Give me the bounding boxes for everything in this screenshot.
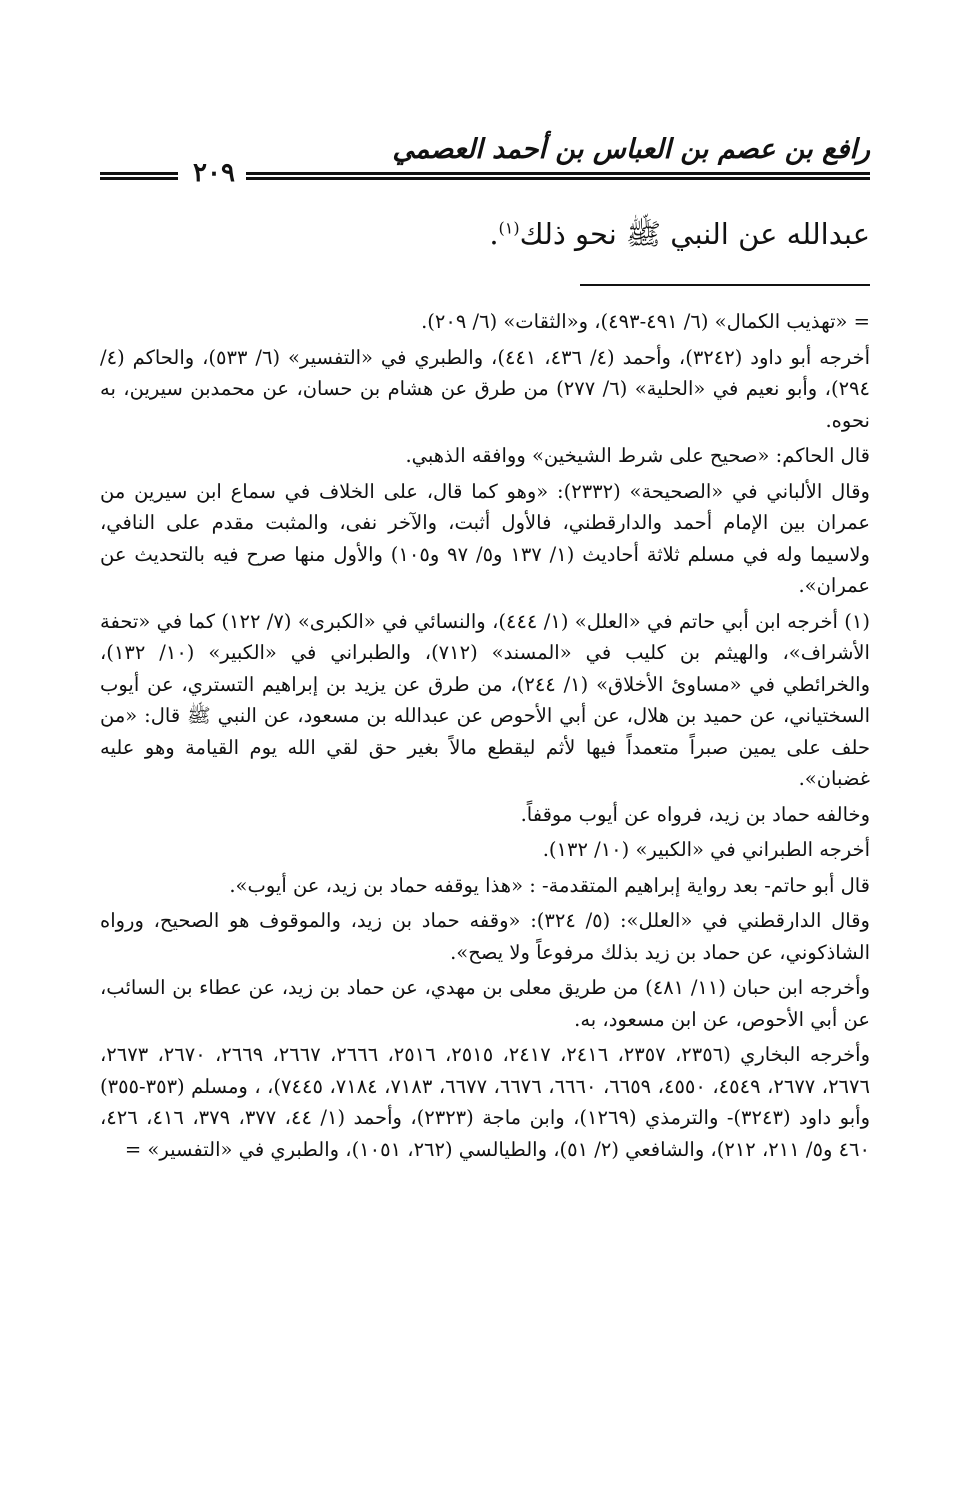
- footnote-paragraph: قال أبو حاتم- بعد رواية إبراهيم المتقدمة- : «هذا يوقفه حماد بن زيد، عن أيوب».: [229, 873, 870, 897]
- footnote-paragraph: وقال الألباني في «الصحيحة» (٢٣٣٢): «وهو كما قال، على الخلاف في سماع ابن سيرين من عمران بين الإمام أحمد والدارقطني، فالأول أثبت، والآخر نفى، والمثبت مقدم على النافي، ولاسيما وله في مسلم ثلاثة أحاديث (١/ ١٣٧ و٥/ ٩٧ و١٠٥) والأول منها صرح فيه بالتحديث عن عمران».: [100, 479, 870, 597]
- footnote-paragraph: وأخرجه ابن حبان (١١/ ٤٨١) من طريق معلى بن مهدي، عن حماد بن زيد، عن عطاء بن السائب، عن أبي الأحوص، عن ابن مسعود، به.: [100, 976, 871, 1031]
- running-title: رافع بن عصم بن العباس بن أحمد العصمي: [392, 134, 870, 165]
- main-text-end: .: [489, 217, 499, 251]
- header-rule-right: [246, 172, 870, 180]
- footnotes: [100, 306, 870, 1169]
- page-header: [100, 128, 870, 188]
- footnote-paragraph: أخرجه أبو داود (٣٢٤٢)، وأحمد (٤/ ٤٣٦، ٤٤١)، والطبري في «التفسير» (٦/ ٥٣٣)، والحاكم (٤/ ٢٩٤)، وأبو نعيم في «الحلية» (٦/ ٢٧٧) من طرق عن هشام بن حسان، عن محمدبن سيرين، به نحوه.: [100, 345, 870, 432]
- main-text-body: عبدالله عن النبي ﷺ نحو ذلك: [519, 217, 870, 251]
- footnote-paragraph: وأخرجه البخاري (٢٣٥٦، ٢٣٥٧، ٢٤١٦، ٢٤١٧، ٢٥١٥، ٢٥١٦، ٢٦٦٦، ٢٦٦٧، ٢٦٦٩، ٢٦٧٠، ٢٦٧٣، ٢٦٧٦، ٢٦٧٧، ٤٥٤٩، ٤٥٥٠، ٦٦٥٩، ٦٦٦٠، ٦٦٧٦، ٦٦٧٧، ٧١٨٣، ٧١٨٤، ٧٤٤٥)، ، ومسلم (٣٥٣-٣٥٥) وأبو داود (٣٢٤٣)- والترمذي (١٢٦٩)، وابن ماجة (٢٣٢٣)، وأحمد (١/ ٤٤، ٣٧٧، ٣٧٩، ٤١٦، ٤٢٦، ٤٦٠ و٥/ ٢١١، ٢١٢)، والشافعي (٢/ ٥١)، والطيالسي (٢٦٢، ١٠٥١)، والطبري في «التفسير» =: [100, 1043, 871, 1161]
- footnote-paragraph: قال الحاكم: «صحيح على شرط الشيخين» ووافقه الذهبي.: [405, 444, 870, 467]
- footnote-1: (١) أخرجه ابن أبي حاتم في «العلل» (١/ ٤٤٤)، والنسائي في «الكبرى» (٧/ ١٢٢) كما في «تحفة الأشراف»، والهيثم بن كليب في «المسند» (٧١٢)، والطبراني في «الكبير» (١٠/ ١٣٢)، والخرائطي في «مساوئ الأخلاق» (١/ ٢٤٤)، من طرق عن يزيد بن إبراهيم التستري، عن أيوب السختياني، عن حميد بن هلال، عن أبي الأحوص عن عبدالله بن مسعود، عن النبي ﷺ قال: «من حلف على يمين صبراً متعمداً فيها لأثم ليقطع مالاً بغير حق لقي الله يوم القيامة وهو عليه غضبان».: [100, 609, 870, 790]
- main-text: [90, 212, 870, 256]
- header-rule-left: [100, 172, 178, 180]
- footnote-reference: (١): [498, 218, 520, 238]
- footnote-paragraph: = «تهذيب الكمال» (٦/ ٤٩١-٤٩٣)، و«الثقات» (٦/ ٢٠٩).: [421, 310, 870, 333]
- footnote-paragraph: وخالفه حماد بن زيد، فرواه عن أيوب موقفاً.: [520, 802, 870, 826]
- footnote-paragraph: وقال الدارقطني في «العلل»: (٥/ ٣٢٤): «وقفه حماد بن زيد، والموقوف هو الصحيح، ورواه الشاذكوني، عن حماد بن زيد بذلك مرفوعاً ولا يصح».: [100, 909, 870, 964]
- footnote-separator: [580, 284, 870, 286]
- footnote-paragraph: أخرجه الطبراني في «الكبير» (١٠/ ١٣٢).: [542, 838, 870, 861]
- page-number: ٢٠٩: [193, 158, 235, 188]
